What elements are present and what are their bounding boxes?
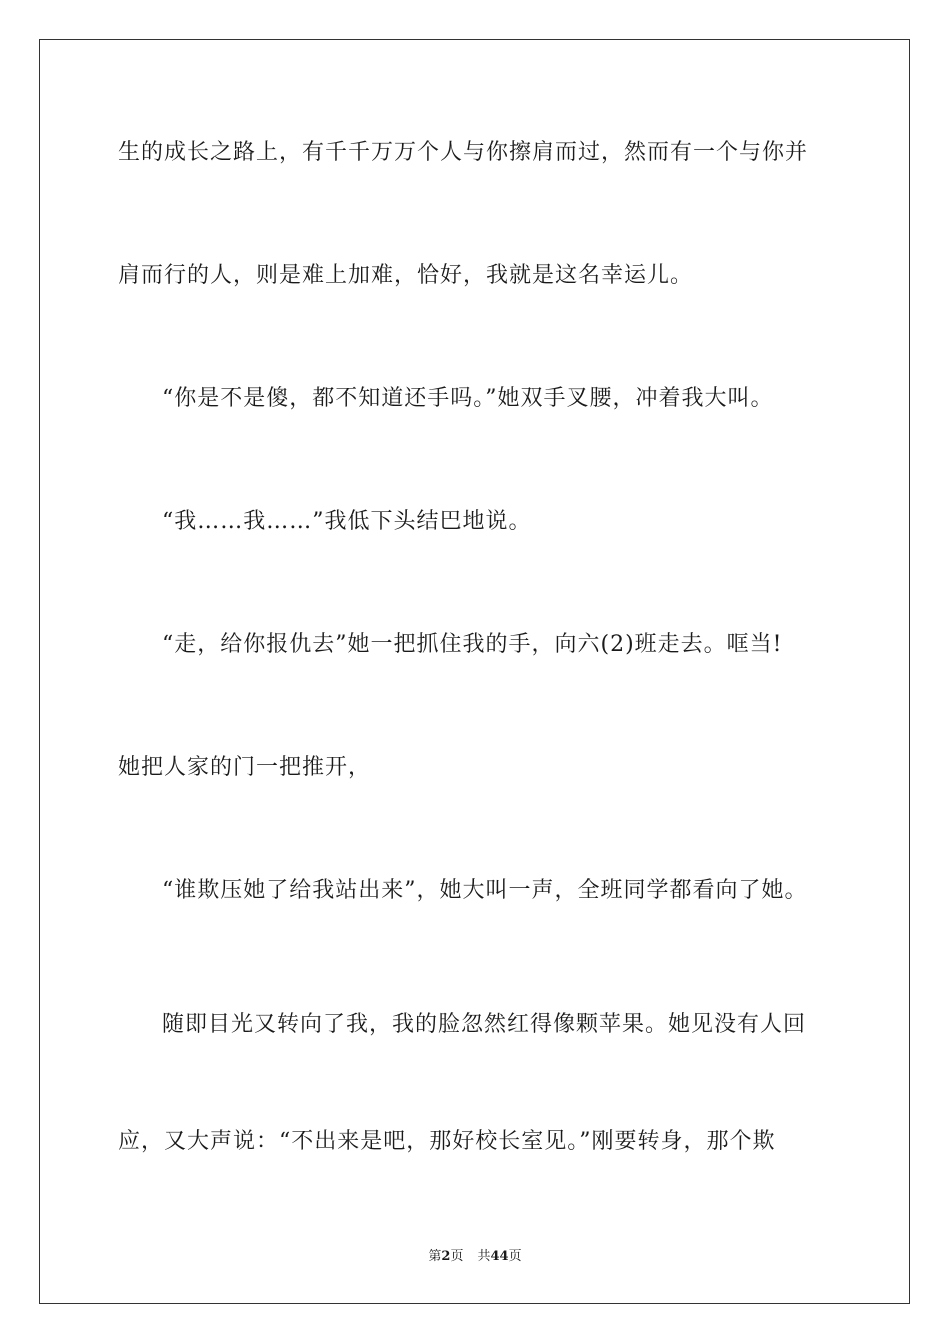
text-line-5: “走，给你报仇去”她一把抓住我的手，向六(2)班走去。哐当! [162, 632, 783, 657]
text-line-4: “我……我……”我低下头结巴地说。 [162, 509, 532, 534]
text-line-8: 随即目光又转向了我，我的脸忽然红得像颗苹果。她见没有人回 [162, 1012, 807, 1037]
page-total-number: 44 [490, 1249, 509, 1264]
text-line-9: 应，又大声说：“不出来是吧，那好校长室见。”刚要转身，那个欺 [118, 1129, 776, 1154]
text-line-6: 她把人家的门一把推开， [118, 755, 372, 780]
text-line-1: 生的成长之路上，有千千万万个人与你擦肩而过，然而有一个与你并 [118, 140, 809, 165]
page-border [39, 39, 910, 1304]
page-footer [0, 1248, 950, 1266]
page-prefix: 第 [428, 1249, 442, 1264]
page-suffix: 页 [450, 1249, 464, 1264]
page-current-number: 2 [441, 1249, 451, 1264]
total-prefix: 共 [477, 1249, 491, 1264]
text-line-7: “谁欺压她了给我站出来”，她大叫一声，全班同学都看向了她。 [162, 878, 808, 903]
total-suffix: 页 [508, 1249, 522, 1264]
text-line-2: 肩而行的人，则是难上加难，恰好，我就是这名幸运儿。 [118, 263, 694, 288]
text-line-3: “你是不是傻，都不知道还手吗。”她双手叉腰，冲着我大叫。 [162, 386, 774, 411]
